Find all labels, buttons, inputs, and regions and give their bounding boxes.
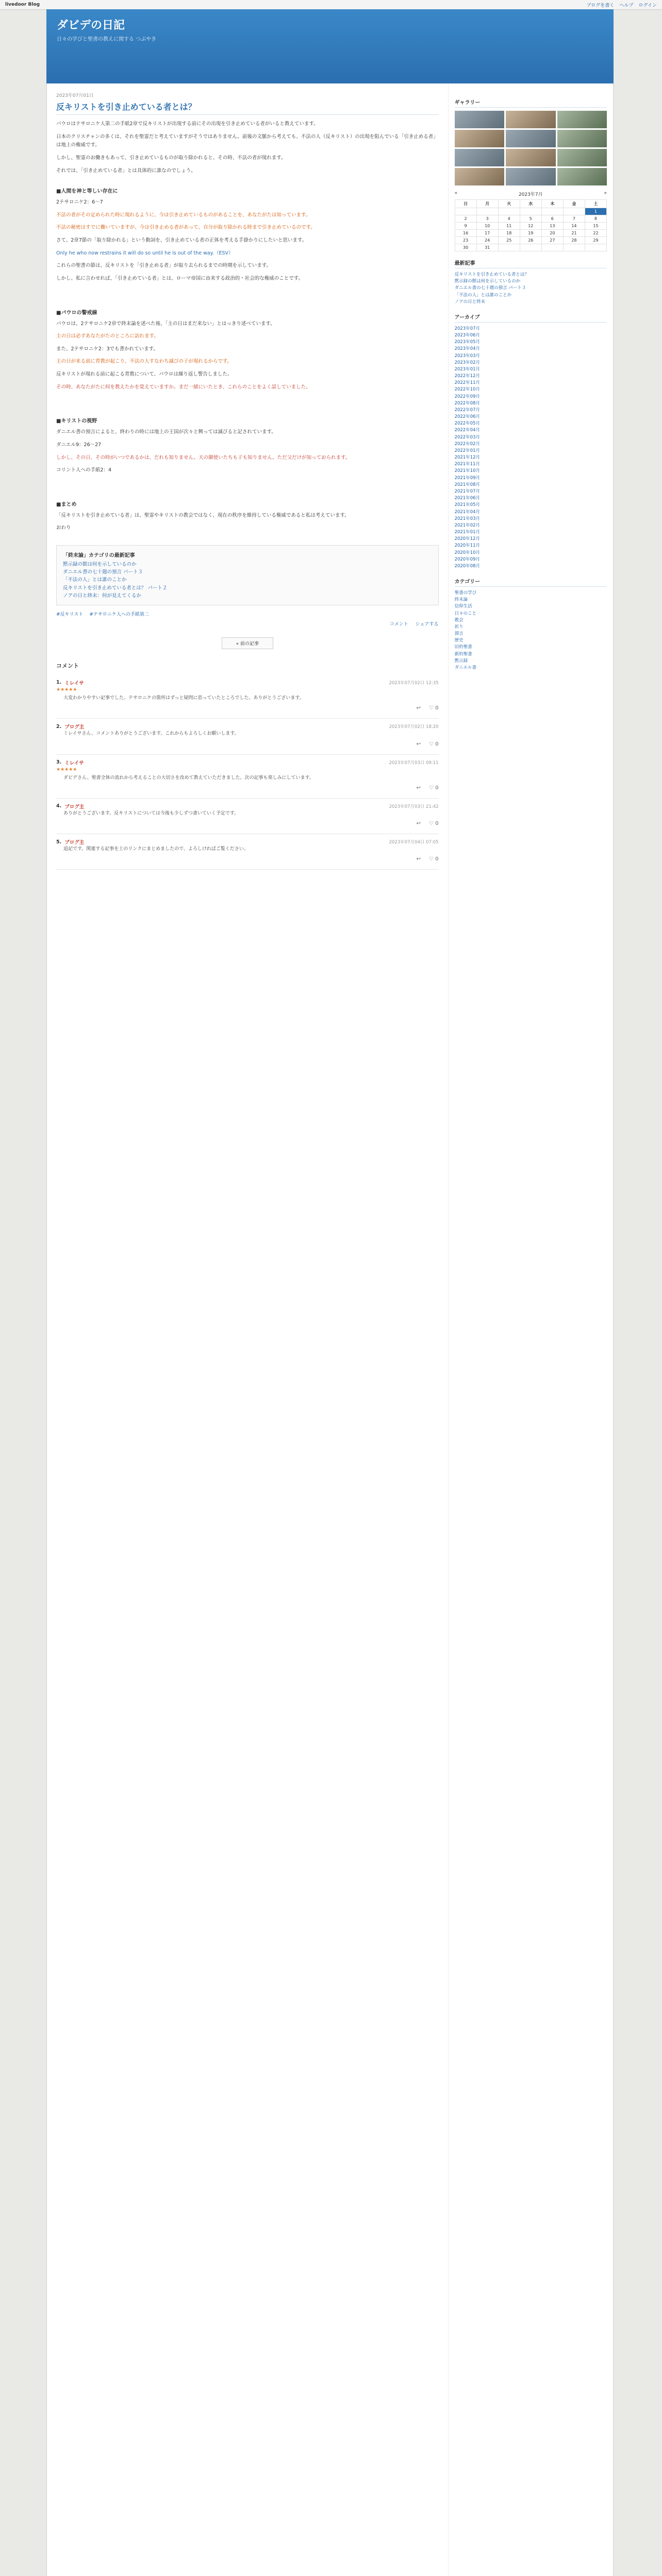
share-link[interactable]: シェアする — [415, 621, 439, 627]
calendar-weekday: 日 — [455, 200, 476, 208]
gallery-thumbnail[interactable] — [506, 168, 555, 185]
comment-body: ミレイサさん、コメントありがとうございます。これからもよろしくお願いします。 — [63, 731, 239, 737]
calendar-day[interactable]: 14 — [563, 223, 585, 230]
reply-icon[interactable]: ↩ — [416, 821, 421, 827]
main-column — [47, 83, 449, 2576]
comment-number: 5. — [56, 839, 62, 845]
archive-link[interactable]: 2023年06月 — [454, 333, 481, 338]
calendar-day[interactable]: 16 — [455, 230, 476, 237]
gallery-thumbnail[interactable] — [557, 130, 607, 147]
comment-footer — [56, 741, 439, 747]
verse-text: その時、あなたがたに何を教えたかを覚えていますか。まだ一緒にいたとき、これらのことをよく話していました。 — [56, 384, 311, 390]
archive-link[interactable]: 2021年05月 — [454, 502, 481, 508]
calendar-day[interactable]: 7 — [563, 215, 585, 223]
category-link[interactable]: 黙示録 — [454, 658, 468, 664]
calendar-day — [520, 208, 541, 215]
calendar-day[interactable]: 22 — [585, 230, 606, 237]
section-heading: ■キリストの視野 — [56, 418, 97, 425]
recent-post-link[interactable]: ダニエル書の七十週の預言 パート３ — [454, 285, 526, 291]
gallery-thumbnail[interactable] — [455, 168, 504, 185]
category-link[interactable]: 教会 — [454, 617, 464, 623]
gallery-thumbnail[interactable] — [557, 168, 607, 185]
verse-reference: コリント人への手紙2：4 — [56, 467, 112, 473]
verse-text: しかし、その日、その時がいつであるかは、だれも知りません。天の御使いたちも子も知りません。ただ父だけが知っておられます。 — [56, 454, 351, 461]
category-link[interactable]: 終末論 — [454, 597, 468, 603]
gallery-heading: ギャラリー — [455, 98, 607, 108]
calendar-prev[interactable]: « — [454, 191, 458, 196]
archive-link[interactable]: 2023年02月 — [454, 360, 481, 365]
verse-reference: ダニエル9：26〜27 — [56, 442, 102, 448]
gallery-thumbnail[interactable] — [557, 111, 607, 128]
comment-time: 2023年07月03日 21:42 — [389, 804, 439, 809]
archive-link[interactable]: 2023年05月 — [454, 340, 481, 345]
like-icon[interactable]: ♡ 0 — [429, 821, 439, 827]
calendar-day[interactable]: 13 — [541, 223, 563, 230]
calendar-day[interactable]: 24 — [476, 237, 498, 244]
category-link[interactable]: 旧約聖書 — [454, 645, 472, 650]
paragraph: ダニエル書の預言によると、終わりの時には地上の王国が次々と興っては滅びると記されています。 — [56, 429, 276, 435]
related-post-link[interactable]: 「不法の人」とは誰のことか — [63, 577, 127, 583]
post-tags — [56, 611, 439, 617]
prev-post-button[interactable]: « 前の記事 — [222, 637, 273, 649]
comments-heading: コメント — [56, 662, 79, 669]
calendar-day — [541, 208, 563, 215]
comment-body: ありがとうございます。反キリストについては今後も少しずつ書いていく予定です。 — [63, 810, 239, 816]
top-bar — [0, 0, 662, 10]
gallery-thumbnail[interactable] — [506, 130, 555, 147]
gallery-thumbnail[interactable] — [506, 149, 555, 166]
archive-link[interactable]: 2023年01月 — [454, 366, 481, 372]
verse-text: 不法の秘密はすでに働いていますが、今は引き止める者があって、自分が取り除かれる時まで引き止めているのです。 — [56, 225, 316, 231]
recent-posts-list — [455, 272, 607, 306]
post-date: 2023年07月01日 — [56, 93, 94, 98]
comment-item — [56, 719, 439, 754]
calendar-day[interactable]: 12 — [520, 223, 541, 230]
comment-time: 2023年07月02日 12:35 — [389, 680, 439, 686]
archive-link[interactable]: 2022年03月 — [454, 434, 481, 440]
calendar-day — [498, 244, 520, 251]
paragraph: 日本のクリスチャンの多くは、それを聖霊だと考えていますがそうではありません。前後の文脈から考えても、不法の人（反キリスト）の出現を阻んでいる「引き止める者」は地上の権威です。 — [56, 133, 438, 148]
archive-link[interactable]: 2022年10月 — [454, 387, 481, 393]
comment-body: ダビデさん。聖書全体の流れから考えることの大切さを改めて教えていただきました。次の記事も楽しみにしています。 — [63, 775, 314, 781]
content-area — [46, 83, 614, 2576]
calendar-day[interactable]: 21 — [563, 230, 585, 237]
calendar-day — [476, 208, 498, 215]
comment-link[interactable]: コメント — [389, 621, 408, 627]
archive-link[interactable]: 2021年10月 — [454, 468, 481, 474]
archive-link[interactable]: 2022年12月 — [454, 374, 481, 379]
archive-link[interactable]: 2023年03月 — [454, 353, 481, 359]
category-link[interactable]: 歴史 — [454, 638, 464, 643]
related-posts-title: 「終末論」カテゴリの最新記事 — [63, 553, 135, 558]
calendar-day — [498, 208, 520, 215]
recent-post-link[interactable]: ノアの日と終末 — [454, 299, 486, 304]
calendar-weekday: 木 — [541, 200, 563, 208]
section-heading: ■パウロの警戒線 — [56, 310, 97, 316]
calendar-day[interactable]: 30 — [455, 244, 476, 251]
archive-link[interactable]: 2020年08月 — [454, 563, 481, 569]
paragraph: 反キリストが現れる前に起こる背教について、パウロは繰り返し警告しました。 — [56, 371, 233, 377]
comment-number: 2. — [56, 723, 62, 730]
comment-number: 1. — [56, 680, 62, 686]
reply-icon[interactable]: ↩ — [416, 705, 421, 711]
calendar-day[interactable]: 26 — [520, 237, 541, 244]
gallery-thumbnail[interactable] — [557, 149, 607, 166]
related-post-link[interactable]: ノアの日と終末：何が見えてくるか — [63, 592, 142, 599]
calendar-month: 2023年7月 — [518, 192, 543, 197]
category-link[interactable]: ダニエル書 — [454, 665, 477, 670]
calendar-day[interactable]: 28 — [563, 237, 585, 244]
category-link[interactable]: 信仰生活 — [454, 604, 472, 609]
comment-body: 追記です。関連する記事を上のリンクにまとめましたので、よろしければご覧ください。 — [63, 846, 249, 852]
calendar-day[interactable]: 20 — [541, 230, 563, 237]
recent-posts-heading: 最新記事 — [455, 259, 607, 268]
comment-time: 2023年07月02日 18:20 — [389, 724, 439, 730]
archive-link[interactable]: 2022年11月 — [454, 380, 481, 386]
archive-link[interactable]: 2021年01月 — [454, 530, 481, 535]
like-icon[interactable]: ♡ 0 — [429, 741, 439, 747]
calendar-day[interactable]: 19 — [520, 230, 541, 237]
commenter-name[interactable]: ブログ主 — [64, 724, 85, 731]
comment-list — [56, 675, 439, 870]
like-icon[interactable]: ♡ 0 — [429, 705, 439, 711]
archive-link[interactable]: 2020年09月 — [454, 556, 481, 562]
calendar-day[interactable]: 4 — [498, 215, 520, 223]
related-post-link[interactable]: ダニエル書の七十週の預言 パート３ — [63, 569, 143, 575]
comment-header — [56, 803, 439, 810]
blog-title[interactable]: ダビデの日記 — [57, 19, 125, 32]
calendar-day[interactable]: 11 — [498, 223, 520, 230]
comment-number: 4. — [56, 803, 62, 809]
calendar-day[interactable]: 8 — [585, 215, 606, 223]
reply-icon[interactable]: ↩ — [416, 741, 421, 747]
recent-post-link[interactable]: 黙示録の獣は何を示しているのか — [454, 279, 521, 284]
commenter-name[interactable]: ブログ主 — [64, 804, 85, 810]
help-link[interactable]: ヘルプ — [619, 3, 634, 8]
recent-post-link[interactable]: 反キリストを引き止めている者とは？ — [454, 272, 529, 277]
livedoor-logo[interactable]: livedoor Blog — [5, 2, 40, 7]
archive-link[interactable]: 2021年12月 — [454, 455, 481, 461]
title-divider — [56, 114, 439, 115]
calendar-day — [563, 244, 585, 251]
category-heading: カテゴリー — [455, 577, 607, 587]
commenter-name[interactable]: ブログ主 — [64, 840, 85, 846]
archive-link[interactable]: 2021年03月 — [454, 516, 481, 521]
archive-link[interactable]: 2023年07月 — [454, 326, 481, 331]
paragraph: 「反キリストを引き止めている者」は、聖霊やキリストの教会ではなく、現在の秩序を維持している権威であると私は考えています。 — [56, 512, 350, 518]
paragraph: これらの聖書の節は、反キリストを「引き止める者」が取り去られるまでの時期を示しています。 — [56, 263, 272, 269]
calendar-day[interactable]: 29 — [585, 237, 606, 244]
comment-body: 大変わかりやすい記事でした。テサロニケの箇所はずっと疑問に思っていたところでした。ありがとうございます。 — [63, 695, 304, 701]
comment-footer — [56, 705, 439, 711]
calendar-weekday: 土 — [585, 200, 606, 208]
calendar-weekday: 水 — [520, 200, 541, 208]
comment-time: 2023年07月04日 07:05 — [389, 840, 439, 845]
category-link[interactable]: 祈り — [454, 624, 464, 630]
archive-link[interactable]: 2022年01月 — [454, 448, 481, 453]
archive-link[interactable]: 2020年11月 — [454, 543, 481, 549]
closing-text: おわり — [56, 525, 71, 531]
calendar-day — [455, 208, 476, 215]
gallery-thumbnail[interactable] — [455, 130, 504, 147]
gallery-thumbnail[interactable] — [455, 111, 504, 128]
gallery-grid — [455, 111, 607, 185]
calendar-day[interactable]: 2 — [455, 215, 476, 223]
comment-item — [56, 675, 439, 719]
english-verse: Only he who now restrains it will do so until he is out of the way.（ESV） — [56, 250, 234, 256]
reply-icon[interactable]: ↩ — [416, 785, 421, 791]
paragraph: さて、2章7節の「取り除かれる」という動詞を、引き止めている者の正体を考える手掛かりにしたいと思います。 — [56, 238, 307, 243]
calendar-day — [520, 244, 541, 251]
calendar-day[interactable]: 6 — [541, 215, 563, 223]
section-heading: ■人間を神と等しい存在に — [56, 189, 118, 195]
archive-link[interactable]: 2021年06月 — [454, 496, 481, 501]
archive-link[interactable]: 2020年12月 — [454, 536, 481, 542]
tag-link[interactable]: #テサロニケ人への手紙第二 — [89, 612, 149, 617]
commenter-name[interactable]: ミレイサ — [64, 760, 84, 766]
comment-footer — [56, 821, 439, 826]
reply-icon[interactable]: ↩ — [416, 856, 421, 862]
rating-stars: ★★★★★ — [56, 687, 77, 692]
blog-header — [46, 9, 614, 83]
related-post-link[interactable]: 反キリストを引き止めている者とは？ パート２ — [63, 585, 168, 591]
related-posts-box — [56, 545, 439, 605]
post-title[interactable]: 反キリストを引き止めている者とは？ — [56, 102, 196, 112]
comment-item — [56, 799, 439, 834]
recent-post-link[interactable]: 「不法の人」とは誰のことか — [454, 292, 512, 298]
paragraph: また、2テサロニケ2：3でも書かれています。 — [56, 346, 158, 352]
paragraph: パウロはテサロニケ人第二の手紙2章で反キリストが出現する前にその出現を引き止めている者がいると教えています。 — [56, 121, 319, 127]
related-post-link[interactable]: 黙示録の獣は何を示しているのか — [63, 562, 137, 567]
like-icon[interactable]: ♡ 0 — [429, 785, 439, 791]
calendar-nav — [455, 191, 607, 197]
archive-link[interactable]: 2021年04月 — [454, 509, 481, 515]
calendar-day — [563, 208, 585, 215]
comment-header — [56, 679, 439, 686]
calendar-day[interactable]: 5 — [520, 215, 541, 223]
comment-item — [56, 755, 439, 799]
archive-link[interactable]: 2021年11月 — [454, 462, 481, 467]
archive-link[interactable]: 2021年07月 — [454, 488, 481, 494]
calendar-day[interactable]: 17 — [476, 230, 498, 237]
rating-stars: ★★★★★ — [56, 767, 77, 772]
verse-text: 主の日が来る前に背教が起こり、不法の人すなわち滅びの子が現れるからです。 — [56, 359, 233, 365]
calendar-weekday: 金 — [563, 200, 585, 208]
commenter-name[interactable]: ミレイサ — [64, 680, 84, 686]
calendar-day[interactable]: 31 — [476, 244, 498, 251]
category-link[interactable]: 預言 — [454, 631, 464, 637]
comment-time: 2023年07月03日 09:11 — [389, 760, 439, 766]
post-body — [56, 120, 439, 533]
calendar-day[interactable]: 9 — [455, 223, 476, 230]
calendar-day[interactable]: 3 — [476, 215, 498, 223]
calendar-day[interactable]: 10 — [476, 223, 498, 230]
calendar-day[interactable]: 18 — [498, 230, 520, 237]
calendar-next[interactable]: » — [604, 191, 607, 196]
archive-link[interactable]: 2022年05月 — [454, 421, 481, 427]
archive-link[interactable]: 2022年07月 — [454, 407, 481, 413]
calendar-weekday: 火 — [498, 200, 520, 208]
paragraph: しかし、聖霊のお働きもあって、引き止めているものが取り除かれると、その時、不法の者が現れます。 — [56, 155, 286, 161]
gallery-thumbnail[interactable] — [455, 149, 504, 166]
verse-text: 不法の者がその定められた時に現れるように、今は引き止めているものがあることを、あなたがたは知っています。 — [56, 212, 311, 218]
calendar-day[interactable]: 1 — [585, 208, 606, 215]
comment-footer — [56, 785, 439, 791]
section-heading: ■まとめ — [56, 501, 77, 507]
calendar-weekday: 月 — [476, 200, 498, 208]
like-icon[interactable]: ♡ 0 — [429, 856, 439, 862]
comment-header — [56, 759, 439, 766]
category-list — [455, 590, 607, 671]
verse-text: 主の日は必ずあなたがたのところに訪れます。 — [56, 333, 159, 340]
top-bar-links — [586, 2, 657, 8]
gallery-thumbnail[interactable] — [506, 111, 555, 128]
calendar-day[interactable]: 27 — [541, 237, 563, 244]
archive-link[interactable]: 2022年06月 — [454, 414, 481, 420]
archive-link[interactable]: 2021年09月 — [454, 475, 481, 481]
tag-link[interactable]: #反キリスト — [56, 612, 84, 617]
comment-footer — [56, 856, 439, 862]
comment-item — [56, 834, 439, 870]
paragraph: パウロは、2テサロニケ2章で終末論を述べた後、「主の日はまだ来ない」とはっきり述べています。 — [56, 320, 275, 327]
write-blog-link[interactable]: ブログを書く — [586, 3, 615, 8]
calendar-day[interactable]: 23 — [455, 237, 476, 244]
login-link[interactable]: ログイン — [638, 3, 657, 8]
archive-heading: アーカイブ — [455, 313, 607, 323]
category-link[interactable]: 日々のこと — [454, 611, 477, 616]
paragraph: しかし、私に言わせれば、「引き止めている者」とは、ローマ帝国に由来する政治的・社会的な権威のことです。 — [56, 275, 303, 281]
sidebar — [449, 83, 613, 2576]
archive-link[interactable]: 2022年02月 — [454, 441, 481, 447]
archive-list — [455, 326, 607, 570]
calendar-day[interactable]: 25 — [498, 237, 520, 244]
archive-link[interactable]: 2022年08月 — [454, 400, 481, 406]
category-link[interactable]: 聖書の学び — [454, 590, 477, 596]
archive-link[interactable]: 2021年02月 — [454, 522, 481, 528]
post-actions — [56, 620, 439, 627]
archive-link[interactable]: 2020年10月 — [454, 550, 481, 555]
verse-reference: 2テサロニケ2：6〜7 — [56, 199, 103, 206]
archive-link[interactable]: 2023年04月 — [454, 346, 481, 352]
page-wrapper — [46, 9, 614, 2576]
calendar-day[interactable]: 15 — [585, 223, 606, 230]
calendar-day — [585, 244, 606, 251]
comment-header — [56, 838, 439, 845]
comment-number: 3. — [56, 759, 62, 766]
blog-subtitle: 日々の学びと聖書の教えに関する つぶやき — [57, 37, 157, 42]
archive-link[interactable]: 2022年09月 — [454, 394, 481, 399]
calendar-day — [541, 244, 563, 251]
archive-link[interactable]: 2022年04月 — [454, 428, 481, 433]
archive-link[interactable]: 2021年08月 — [454, 482, 481, 487]
calendar-table — [455, 199, 607, 251]
comment-header — [56, 723, 439, 730]
paragraph: それでは、「引き止めている者」とは具体的に誰なのでしょう。 — [56, 167, 196, 174]
category-link[interactable]: 新約聖書 — [454, 651, 472, 657]
